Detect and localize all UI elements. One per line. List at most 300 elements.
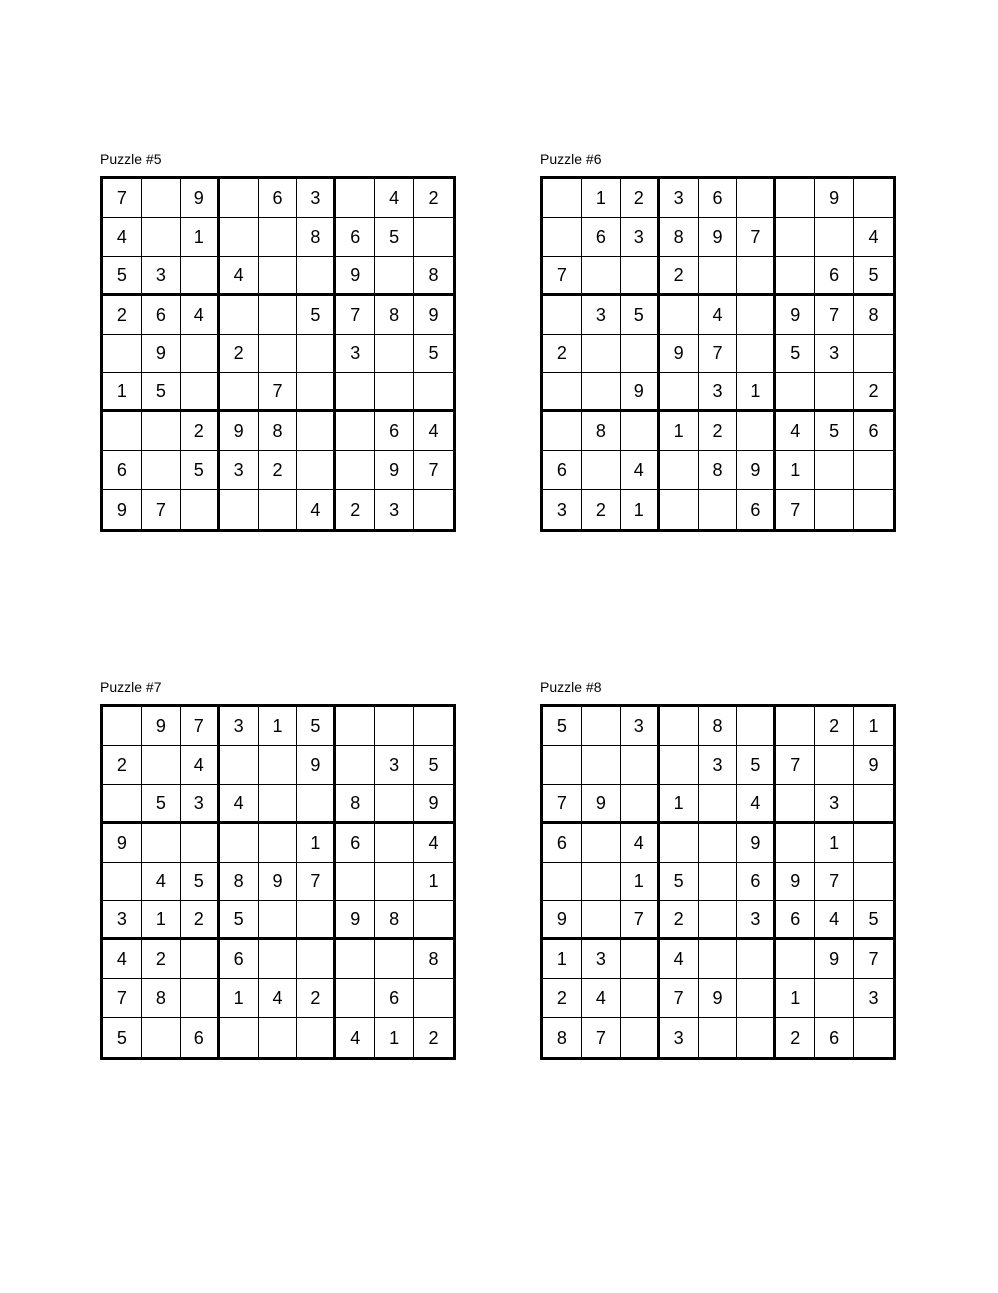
- grid-cell: [621, 746, 660, 785]
- grid-cell: 4: [737, 785, 776, 824]
- grid-cell: 5: [621, 296, 660, 335]
- grid-cell: 2: [660, 901, 699, 940]
- grid-cell: [776, 218, 815, 257]
- grid-cell: 2: [776, 1018, 815, 1057]
- grid-cell: 3: [142, 257, 181, 296]
- grid-cell: [699, 863, 738, 902]
- grid-cell: 6: [776, 901, 815, 940]
- grid-cell: [375, 335, 414, 374]
- puzzle-title: Puzzle #7: [100, 679, 162, 695]
- grid-cell: 6: [582, 218, 621, 257]
- grid-cell: 8: [699, 451, 738, 490]
- grid-cell: 3: [220, 451, 259, 490]
- grid-cell: 8: [259, 412, 298, 451]
- grid-cell: 2: [854, 373, 893, 412]
- grid-cell: 3: [699, 373, 738, 412]
- grid-cell: [181, 257, 220, 296]
- grid-cell: 1: [375, 1018, 414, 1057]
- grid-cell: [815, 218, 854, 257]
- grid-cell: [103, 412, 142, 451]
- grid-cell: [737, 335, 776, 374]
- grid-cell: 3: [375, 490, 414, 529]
- puzzle-title: Puzzle #6: [540, 151, 602, 167]
- grid-cell: 8: [414, 257, 453, 296]
- grid-cell: [660, 373, 699, 412]
- grid-cell: [776, 824, 815, 863]
- grid-cell: 5: [414, 746, 453, 785]
- grid-cell: 6: [259, 179, 298, 218]
- grid-cell: 4: [181, 296, 220, 335]
- grid-cell: 5: [543, 707, 582, 746]
- grid-cell: [297, 335, 336, 374]
- grid-cell: 1: [621, 863, 660, 902]
- grid-cell: 4: [220, 257, 259, 296]
- grid-cell: 9: [142, 707, 181, 746]
- grid-cell: [815, 979, 854, 1018]
- grid-cell: 2: [621, 179, 660, 218]
- grid-cell: 3: [815, 335, 854, 374]
- grid-cell: [103, 863, 142, 902]
- grid-cell: 3: [582, 940, 621, 979]
- grid-cell: [699, 785, 738, 824]
- grid-cell: [220, 1018, 259, 1057]
- grid-cell: [815, 451, 854, 490]
- grid-cell: [181, 373, 220, 412]
- grid-cell: [543, 296, 582, 335]
- grid-cell: [737, 257, 776, 296]
- grid-cell: [142, 218, 181, 257]
- grid-cell: 1: [854, 707, 893, 746]
- grid-cell: [699, 901, 738, 940]
- grid-cell: [336, 451, 375, 490]
- grid-cell: [854, 451, 893, 490]
- grid-cell: [815, 373, 854, 412]
- grid-cell: [854, 335, 893, 374]
- grid-cell: [297, 1018, 336, 1057]
- grid-cell: [737, 1018, 776, 1057]
- grid-cell: 5: [414, 335, 453, 374]
- grid-cell: 7: [181, 707, 220, 746]
- grid-cell: [181, 824, 220, 863]
- grid-cell: 4: [142, 863, 181, 902]
- grid-cell: 4: [181, 746, 220, 785]
- grid-cell: [776, 707, 815, 746]
- grid-cell: [181, 335, 220, 374]
- grid-cell: [660, 746, 699, 785]
- grid-cell: 6: [220, 940, 259, 979]
- grid-cell: [414, 490, 453, 529]
- grid-cell: 7: [142, 490, 181, 529]
- grid-cell: [699, 257, 738, 296]
- grid-cell: [336, 979, 375, 1018]
- grid-cell: [621, 785, 660, 824]
- grid-cell: [220, 490, 259, 529]
- grid-cell: [414, 707, 453, 746]
- grid-cell: 7: [699, 335, 738, 374]
- grid-cell: [543, 746, 582, 785]
- grid-cell: [259, 218, 298, 257]
- grid-cell: 8: [375, 901, 414, 940]
- grid-cell: [220, 179, 259, 218]
- grid-cell: 9: [660, 335, 699, 374]
- grid-cell: [737, 179, 776, 218]
- grid-cell: 3: [543, 490, 582, 529]
- grid-cell: [776, 373, 815, 412]
- grid-cell: 2: [259, 451, 298, 490]
- grid-cell: [582, 746, 621, 785]
- grid-cell: [543, 863, 582, 902]
- sudoku-grid: [540, 176, 896, 532]
- grid-cell: 7: [297, 863, 336, 902]
- grid-cell: 6: [815, 1018, 854, 1057]
- grid-cell: 9: [375, 451, 414, 490]
- grid-cell: 9: [815, 940, 854, 979]
- grid-cell: [621, 1018, 660, 1057]
- grid-cell: [297, 412, 336, 451]
- grid-cell: 6: [181, 1018, 220, 1057]
- grid-cell: [375, 257, 414, 296]
- grid-cell: 1: [621, 490, 660, 529]
- grid-cell: [776, 257, 815, 296]
- grid-cell: [414, 979, 453, 1018]
- grid-cell: 2: [142, 940, 181, 979]
- grid-cell: 5: [854, 257, 893, 296]
- grid-cell: [543, 218, 582, 257]
- grid-cell: [181, 490, 220, 529]
- grid-cell: 8: [854, 296, 893, 335]
- grid-cell: [375, 824, 414, 863]
- grid-cell: 9: [103, 490, 142, 529]
- grid-cell: 7: [776, 746, 815, 785]
- grid-cell: 9: [621, 373, 660, 412]
- grid-cell: 3: [660, 179, 699, 218]
- grid-cell: [220, 746, 259, 785]
- grid-cell: 2: [103, 296, 142, 335]
- grid-cell: 4: [699, 296, 738, 335]
- grid-cell: [142, 179, 181, 218]
- grid-cell: 8: [220, 863, 259, 902]
- grid-cell: 3: [582, 296, 621, 335]
- grid-cell: 1: [660, 412, 699, 451]
- grid-cell: 4: [414, 412, 453, 451]
- grid-cell: [142, 824, 181, 863]
- grid-cell: 6: [737, 490, 776, 529]
- grid-cell: [582, 335, 621, 374]
- grid-cell: 5: [181, 863, 220, 902]
- grid-cell: 7: [543, 257, 582, 296]
- grid-cell: [220, 218, 259, 257]
- grid-cell: [142, 746, 181, 785]
- grid-cell: 1: [543, 940, 582, 979]
- grid-cell: [103, 335, 142, 374]
- grid-cell: [854, 824, 893, 863]
- grid-cell: [582, 257, 621, 296]
- grid-cell: 2: [543, 979, 582, 1018]
- grid-cell: 5: [815, 412, 854, 451]
- grid-cell: 9: [103, 824, 142, 863]
- grid-cell: 8: [582, 412, 621, 451]
- grid-cell: [699, 940, 738, 979]
- grid-cell: 5: [297, 296, 336, 335]
- grid-cell: [181, 940, 220, 979]
- grid-cell: 4: [660, 940, 699, 979]
- sudoku-grid: [100, 704, 456, 1060]
- grid-cell: 7: [621, 901, 660, 940]
- grid-cell: [414, 901, 453, 940]
- grid-cell: 9: [336, 257, 375, 296]
- grid-cell: 1: [103, 373, 142, 412]
- grid-cell: 3: [297, 179, 336, 218]
- grid-cell: [660, 490, 699, 529]
- grid-cell: [854, 490, 893, 529]
- grid-cell: 2: [582, 490, 621, 529]
- grid-cell: 7: [582, 1018, 621, 1057]
- grid-cell: [621, 335, 660, 374]
- grid-cell: [297, 785, 336, 824]
- grid-cell: 7: [776, 490, 815, 529]
- grid-cell: 7: [815, 863, 854, 902]
- grid-cell: 5: [375, 218, 414, 257]
- grid-cell: [543, 412, 582, 451]
- grid-cell: [297, 901, 336, 940]
- grid-cell: [259, 901, 298, 940]
- grid-cell: 9: [815, 179, 854, 218]
- grid-cell: 6: [854, 412, 893, 451]
- grid-cell: 3: [660, 1018, 699, 1057]
- grid-cell: 8: [543, 1018, 582, 1057]
- grid-cell: 5: [142, 373, 181, 412]
- grid-cell: [776, 940, 815, 979]
- grid-cell: 1: [297, 824, 336, 863]
- grid-cell: 8: [375, 296, 414, 335]
- grid-cell: 4: [103, 218, 142, 257]
- grid-cell: [660, 707, 699, 746]
- grid-cell: [582, 707, 621, 746]
- grid-cell: [297, 451, 336, 490]
- grid-cell: [737, 940, 776, 979]
- grid-cell: [582, 863, 621, 902]
- grid-cell: 4: [336, 1018, 375, 1057]
- grid-cell: [297, 257, 336, 296]
- grid-cell: 3: [621, 218, 660, 257]
- grid-cell: 7: [259, 373, 298, 412]
- grid-cell: 6: [737, 863, 776, 902]
- grid-cell: 7: [854, 940, 893, 979]
- grid-cell: 3: [854, 979, 893, 1018]
- grid-cell: 5: [737, 746, 776, 785]
- grid-cell: [543, 373, 582, 412]
- grid-cell: [621, 979, 660, 1018]
- grid-cell: 9: [414, 785, 453, 824]
- grid-cell: 4: [375, 179, 414, 218]
- grid-cell: 6: [699, 179, 738, 218]
- grid-cell: 4: [103, 940, 142, 979]
- grid-cell: [297, 373, 336, 412]
- grid-cell: 8: [336, 785, 375, 824]
- grid-cell: 9: [854, 746, 893, 785]
- grid-cell: 6: [142, 296, 181, 335]
- puzzle-title: Puzzle #8: [540, 679, 602, 695]
- grid-cell: 4: [621, 451, 660, 490]
- grid-cell: 5: [103, 257, 142, 296]
- grid-cell: 4: [259, 979, 298, 1018]
- grid-cell: [737, 707, 776, 746]
- grid-cell: [297, 940, 336, 979]
- grid-cell: 9: [737, 824, 776, 863]
- grid-cell: [259, 296, 298, 335]
- grid-cell: [375, 940, 414, 979]
- grid-cell: 4: [297, 490, 336, 529]
- grid-cell: [776, 179, 815, 218]
- grid-cell: 3: [621, 707, 660, 746]
- grid-cell: 9: [699, 218, 738, 257]
- grid-cell: [776, 785, 815, 824]
- grid-cell: 9: [259, 863, 298, 902]
- grid-cell: 2: [220, 335, 259, 374]
- grid-cell: 2: [103, 746, 142, 785]
- grid-cell: 2: [660, 257, 699, 296]
- grid-cell: 1: [414, 863, 453, 902]
- grid-cell: 3: [220, 707, 259, 746]
- grid-cell: 9: [142, 335, 181, 374]
- grid-cell: 7: [336, 296, 375, 335]
- grid-cell: [621, 940, 660, 979]
- grid-cell: 6: [103, 451, 142, 490]
- grid-cell: [259, 1018, 298, 1057]
- grid-cell: [103, 707, 142, 746]
- grid-cell: [259, 257, 298, 296]
- grid-cell: 5: [103, 1018, 142, 1057]
- sudoku-grid: [540, 704, 896, 1060]
- grid-cell: 3: [737, 901, 776, 940]
- grid-cell: [336, 373, 375, 412]
- grid-cell: 6: [375, 412, 414, 451]
- grid-cell: [259, 940, 298, 979]
- grid-cell: [815, 746, 854, 785]
- grid-cell: 2: [181, 901, 220, 940]
- grid-cell: 4: [854, 218, 893, 257]
- grid-cell: [854, 179, 893, 218]
- grid-cell: [336, 940, 375, 979]
- grid-cell: 2: [543, 335, 582, 374]
- grid-cell: 2: [699, 412, 738, 451]
- grid-cell: 5: [142, 785, 181, 824]
- grid-cell: 5: [220, 901, 259, 940]
- grid-cell: [621, 257, 660, 296]
- grid-cell: 9: [336, 901, 375, 940]
- grid-cell: [815, 490, 854, 529]
- grid-cell: 2: [297, 979, 336, 1018]
- grid-cell: [336, 863, 375, 902]
- grid-cell: [737, 412, 776, 451]
- sudoku-grid: [100, 176, 456, 532]
- grid-cell: 9: [181, 179, 220, 218]
- grid-cell: 5: [181, 451, 220, 490]
- grid-cell: [699, 1018, 738, 1057]
- grid-cell: 8: [297, 218, 336, 257]
- grid-cell: [181, 979, 220, 1018]
- grid-cell: 1: [737, 373, 776, 412]
- grid-cell: [699, 824, 738, 863]
- grid-cell: 3: [181, 785, 220, 824]
- grid-cell: 6: [336, 824, 375, 863]
- grid-cell: 8: [699, 707, 738, 746]
- grid-cell: 3: [699, 746, 738, 785]
- grid-cell: 9: [776, 863, 815, 902]
- grid-cell: [375, 785, 414, 824]
- grid-cell: 8: [660, 218, 699, 257]
- grid-cell: 5: [297, 707, 336, 746]
- grid-cell: [854, 863, 893, 902]
- grid-cell: [336, 746, 375, 785]
- grid-cell: 7: [543, 785, 582, 824]
- grid-cell: 9: [582, 785, 621, 824]
- grid-cell: 2: [815, 707, 854, 746]
- grid-cell: 3: [815, 785, 854, 824]
- grid-cell: 4: [414, 824, 453, 863]
- grid-cell: [259, 490, 298, 529]
- grid-cell: 2: [336, 490, 375, 529]
- grid-cell: 2: [181, 412, 220, 451]
- grid-cell: [375, 373, 414, 412]
- grid-cell: [414, 218, 453, 257]
- grid-cell: [259, 785, 298, 824]
- grid-cell: 1: [582, 179, 621, 218]
- grid-cell: [737, 979, 776, 1018]
- grid-cell: [582, 451, 621, 490]
- grid-cell: 4: [815, 901, 854, 940]
- grid-cell: [582, 373, 621, 412]
- puzzle-title: Puzzle #5: [100, 151, 162, 167]
- grid-cell: [660, 296, 699, 335]
- grid-cell: 9: [297, 746, 336, 785]
- grid-cell: [259, 746, 298, 785]
- grid-cell: [220, 373, 259, 412]
- grid-cell: 9: [699, 979, 738, 1018]
- grid-cell: 4: [776, 412, 815, 451]
- grid-cell: 1: [181, 218, 220, 257]
- grid-cell: [259, 824, 298, 863]
- grid-cell: [336, 707, 375, 746]
- grid-cell: 4: [621, 824, 660, 863]
- grid-cell: [220, 824, 259, 863]
- grid-cell: [699, 490, 738, 529]
- grid-cell: [414, 373, 453, 412]
- grid-cell: 1: [776, 451, 815, 490]
- grid-cell: 1: [660, 785, 699, 824]
- grid-cell: [375, 707, 414, 746]
- grid-cell: 8: [142, 979, 181, 1018]
- grid-cell: 6: [375, 979, 414, 1018]
- grid-cell: 4: [220, 785, 259, 824]
- grid-cell: 7: [103, 179, 142, 218]
- grid-cell: [621, 412, 660, 451]
- grid-cell: 7: [103, 979, 142, 1018]
- grid-cell: 5: [776, 335, 815, 374]
- grid-cell: [737, 296, 776, 335]
- grid-cell: [854, 1018, 893, 1057]
- grid-cell: 9: [737, 451, 776, 490]
- grid-cell: 6: [336, 218, 375, 257]
- grid-cell: [543, 179, 582, 218]
- grid-cell: [142, 451, 181, 490]
- grid-cell: 9: [220, 412, 259, 451]
- grid-cell: 1: [815, 824, 854, 863]
- grid-cell: 5: [660, 863, 699, 902]
- grid-cell: [582, 824, 621, 863]
- grid-cell: 7: [737, 218, 776, 257]
- grid-cell: [259, 335, 298, 374]
